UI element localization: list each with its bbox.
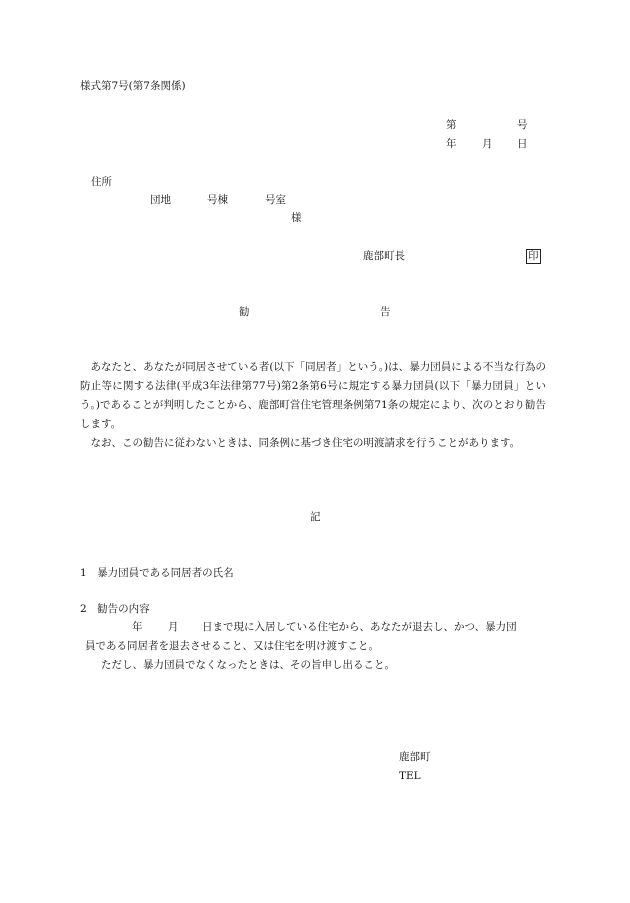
item-2-line-3: ただし、暴力団員でなくなったときは、その旨申し出ること。 (101, 659, 395, 671)
seal-mark: 印 (528, 250, 539, 262)
doc-number-prefix: 第 (446, 119, 457, 131)
body-paragraph-1: あなたと、あなたが同居させている者(以下「同居者」という。)は、暴力団員による不当な行為の防止等に関する法律(平成3年法律第77号)第2条第6号に規定する暴力団員(以下「暴力団員」という。)であることが判明したことから、鹿部町営住宅管理条例第71条の規定により、次のとおり勧告します。 (80, 361, 546, 430)
date-month: 月 (482, 138, 493, 150)
goushitsu-label: 号室 (265, 194, 286, 206)
ki-heading: 記 (310, 511, 321, 523)
item-1: 1 暴力団員である同居者の氏名 (80, 567, 234, 579)
date-day: 日 (517, 138, 528, 150)
gotou-label: 号棟 (207, 194, 228, 206)
item-2-title: 2 勧告の内容 (80, 603, 150, 615)
footer-office: 鹿部町 (399, 751, 431, 763)
form-number: 様式第7号(第7条関係) (80, 80, 186, 92)
doc-title-koku: 告 (380, 306, 391, 318)
danchi-label: 団地 (150, 194, 171, 206)
item-2-line-2: 員である同居者を退去させること、又は住宅を明け渡すこと。 (85, 640, 379, 652)
item-2-year: 年 (132, 621, 143, 633)
date-year: 年 (446, 138, 457, 150)
footer-tel: TEL (399, 770, 421, 782)
item-2-line-1: 日まで現に入居している住宅から、あなたが退去し、かつ、暴力団 (202, 621, 517, 633)
body-paragraph-2: なお、この勧告に従わないときは、同条例に基づき住宅の明渡請求を行うことがあります。 (90, 437, 521, 449)
address-label: 住所 (91, 176, 112, 188)
doc-title-kan: 勧 (239, 306, 250, 318)
doc-number-suffix: 号 (517, 119, 528, 131)
sender-title: 鹿部町長 (363, 250, 405, 262)
sama-label: 様 (291, 212, 302, 224)
item-2-month: 月 (168, 621, 179, 633)
